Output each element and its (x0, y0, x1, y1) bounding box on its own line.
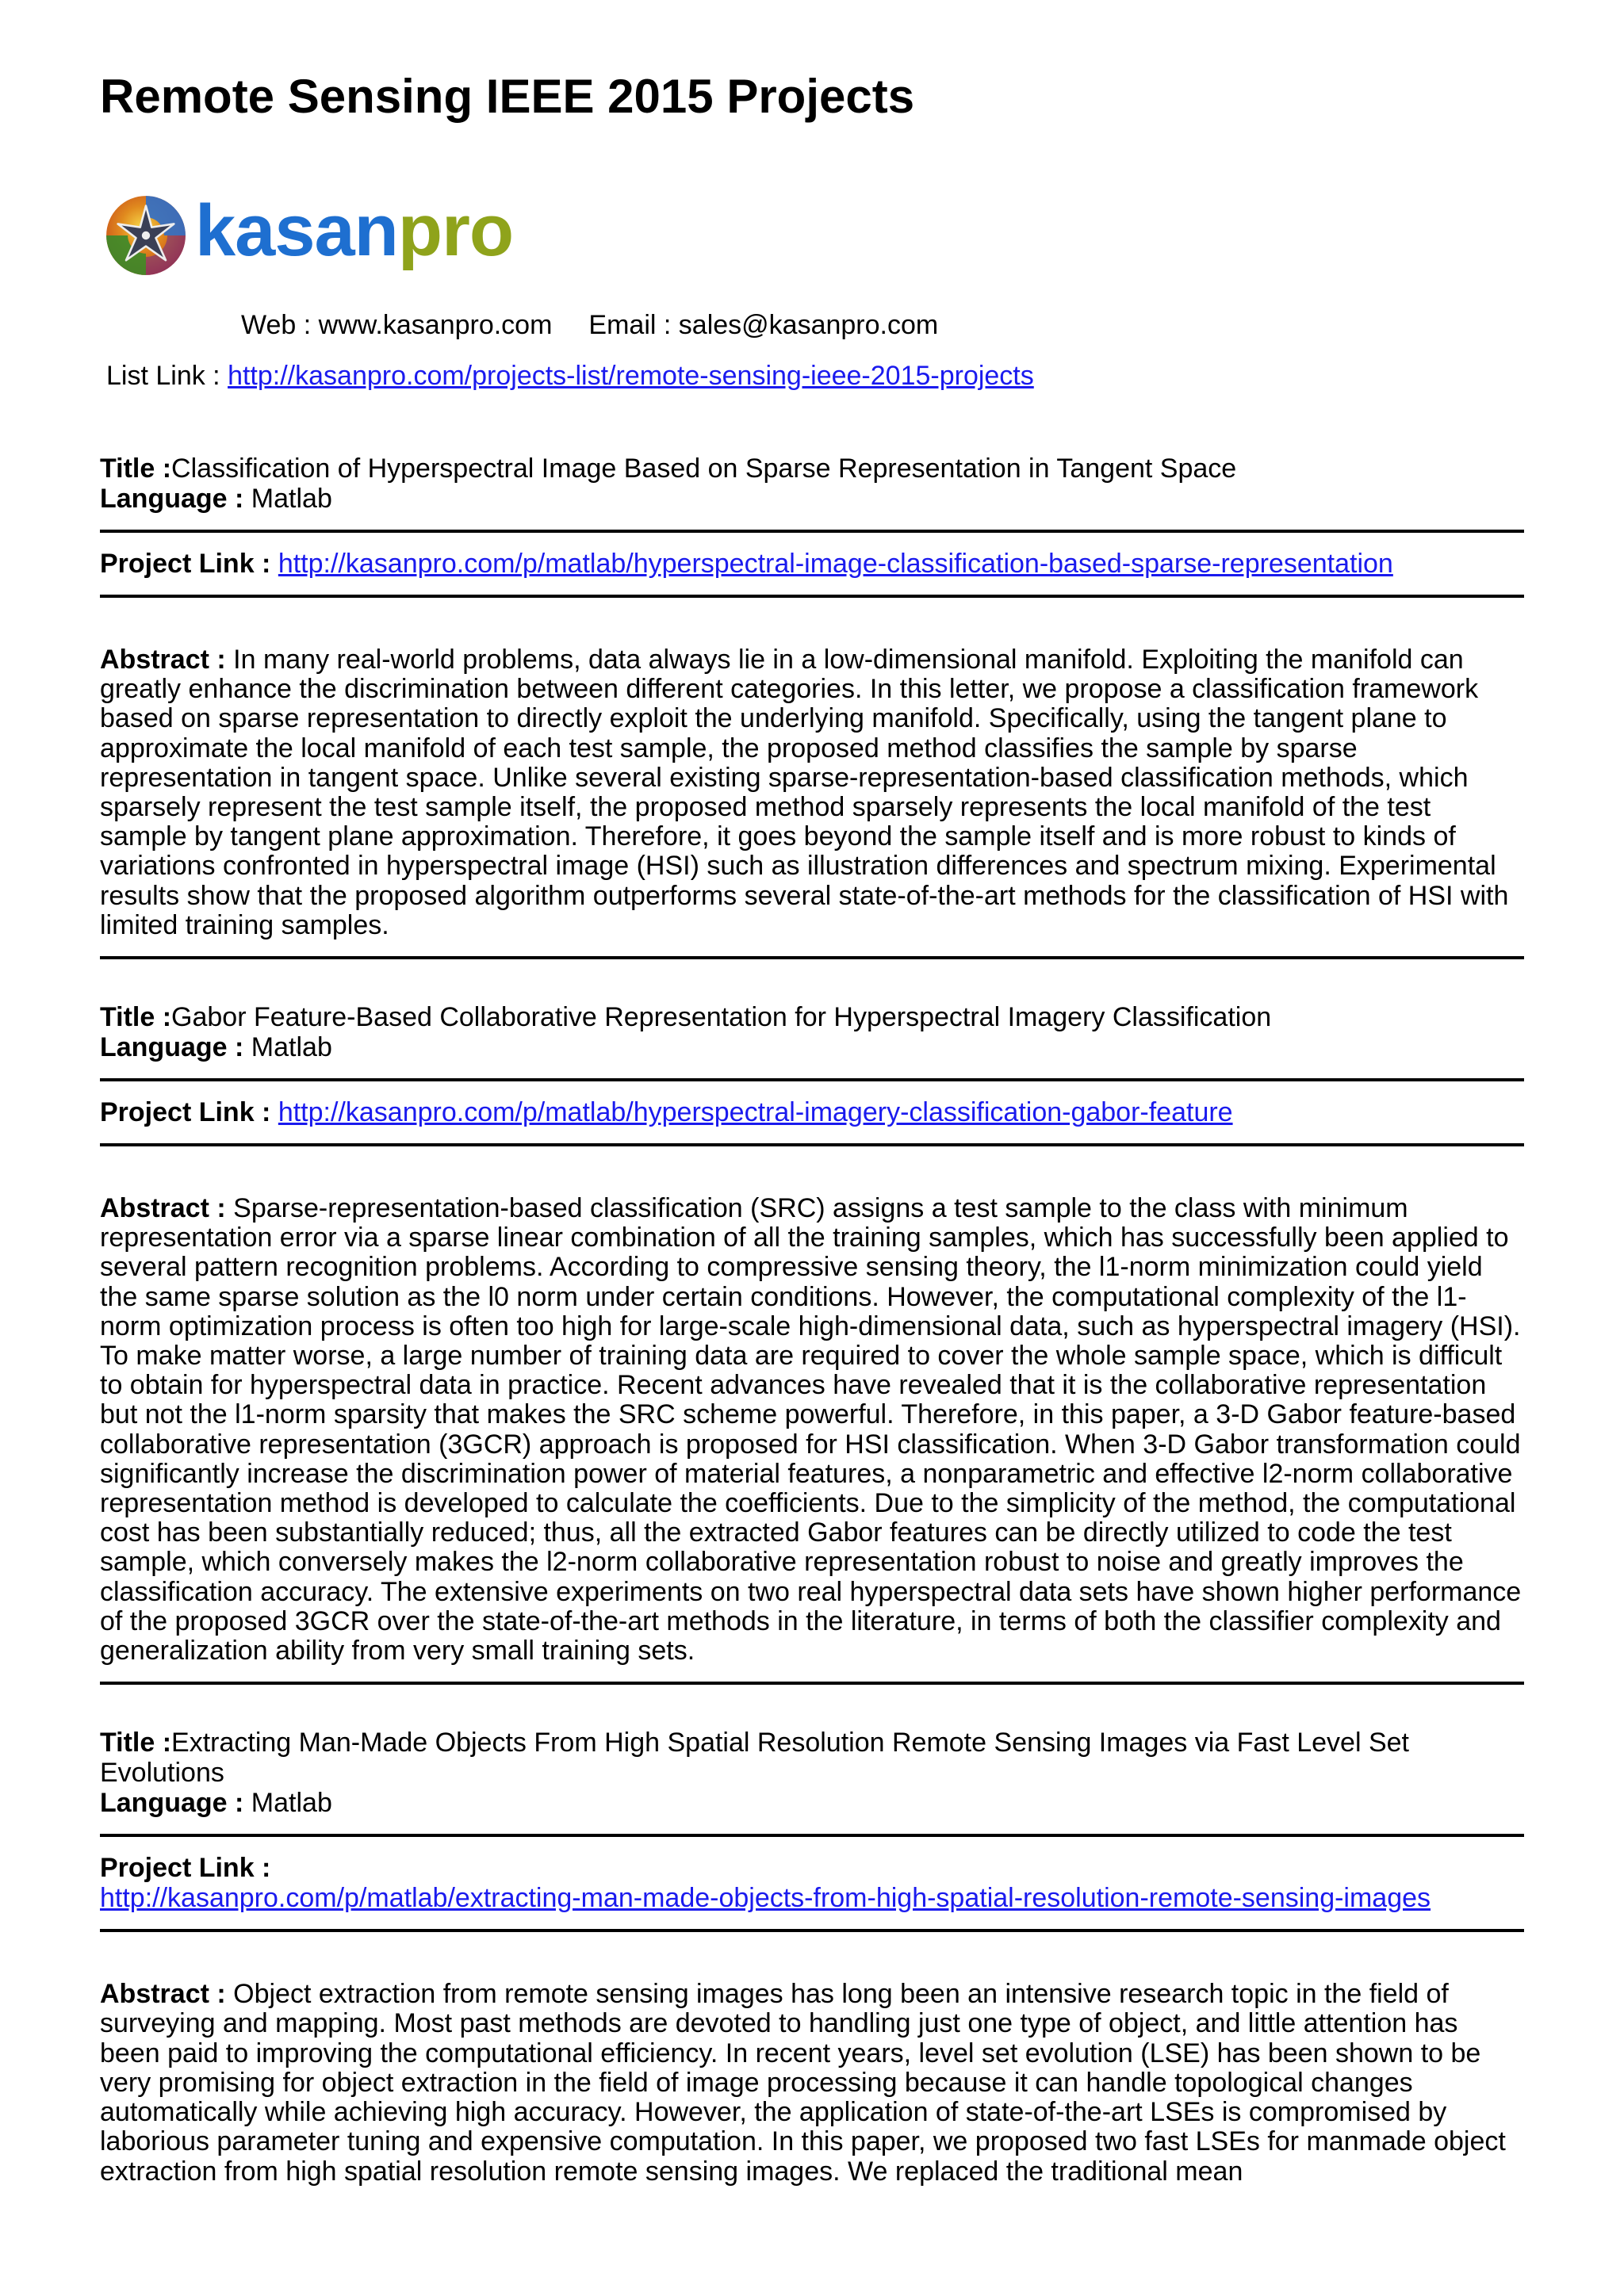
web-address: www.kasanpro.com (318, 310, 553, 340)
project-language: Matlab (251, 1788, 332, 1819)
divider (100, 595, 1524, 598)
project-link[interactable]: http://kasanpro.com/p/matlab/hyperspectral-imagery-classification-gabor-feature (278, 1097, 1233, 1128)
logo-text-pro: pro (397, 190, 514, 271)
list-link-line (106, 358, 1034, 393)
project-link[interactable]: http://kasanpro.com/p/matlab/hyperspectral-image-classification-based-sparse-representation (278, 549, 1393, 579)
project-meta (100, 1002, 1524, 1062)
project-entry (100, 453, 1524, 959)
project-link-line (100, 549, 1524, 579)
abstract-text: Sparse-representation-based classification (SRC) assigns a test sample to the class with minimum representation error via a sparse linear combination of all the training samples, which has successfully been applied to several pattern recognition problems. According to compressive sensing theory, the l1-norm minimization could yield the same sparse solution as the l0 norm under certain conditions. However, the computational complexity of the l1-norm optimization process is often too high for large-scale high-dimensional data, such as hyperspectral imagery (HSI). To make matter worse, a large number of training data are required to cover the whole sample space, which is difficult to obtain for hyperspectral data in practice. Recent advances have revealed that it is the collaborative representation but not the l1-norm sparsity that makes the SRC scheme powerful. Therefore, in this paper, a 3-D Gabor feature-based collaborative representation (3GCR) approach is proposed for HSI classification. When 3-D Gabor transformation could significantly increase the discrimination power of material features, a nonparametric and effective l2-norm collaborative representation method is developed to calculate the coefficients. Due to the simplicity of the method, the computational cost has been substantially reduced; thus, all the extracted Gabor features can be directly utilized to code the test sample, which conversely makes the l2-norm collaborative representation robust to noise and greatly improves the classification accuracy. The extensive experiments on two real hyperspectral data sets have shown higher performance of the proposed 3GCR over the state-of-the-art methods in the literature, in terms of both the classifier complexity and generalization ability from very small training sets. (100, 1193, 1522, 1667)
project-meta (100, 1728, 1524, 1818)
abstract-label: Abstract : (100, 1193, 234, 1224)
document-title: Remote Sensing IEEE 2015 Projects (100, 70, 915, 123)
abstract-label: Abstract : (100, 645, 234, 675)
project-link-line (100, 1853, 1524, 1913)
project-list (100, 453, 1524, 2187)
project-meta (100, 453, 1524, 514)
abstract-text: Object extraction from remote sensing images has long been an intensive research topic in the field of surveying and mapping. Most past methods are devoted to handling just one type of object, and little attention has been paid to improving the computational efficiency. In recent years, level set evolution (LSE) has been shown to be very promising for object extraction in the field of image processing because it can handle topological changes automatically while achieving high accuracy. However, the application of state-of-the-art LSEs is compromised by laborious parameter tuning and expensive computation. In this paper, we proposed two fast LSEs for manmade object extraction from high spatial resolution remote sensing images. We replaced the traditional mean (100, 1979, 1506, 2187)
abstract-text: In many real-world problems, data always lie in a low-dimensional manifold. Exploiting the manifold can greatly enhance the discrimination between different categories. In this letter, we propose a classification framework based on sparse representation to directly exploit the underlying manifold. Specifically, using the tangent plane to approximate the local manifold of each test sample, the proposed method classifies the sample by sparse representation in tangent space. Unlike several existing sparse-representation-based classification methods, which sparsely represent the test sample itself, the proposed method sparsely represents the local manifold of the test sample by tangent plane approximation. Therefore, it goes beyond the sample itself and is more robust to kinds of variations confronted in hyperspectral image (HSI) such as illustration differences and spectrum mixing. Experimental results show that the proposed algorithm outperforms several state-of-the-art methods for the classification of HSI with limited training samples. (100, 645, 1509, 940)
divider (100, 1143, 1524, 1146)
title-label: Title : (100, 453, 172, 484)
divider (100, 1682, 1524, 1685)
divider (100, 1078, 1524, 1081)
divider (100, 1834, 1524, 1837)
language-label: Language : (100, 484, 251, 514)
project-title: Extracting Man-Made Objects From High Spatial Resolution Remote Sensing Images via Fast Level Set Evolutions (100, 1728, 1409, 1789)
abstract-label: Abstract : (100, 1979, 234, 2010)
project-link[interactable]: http://kasanpro.com/p/matlab/extracting-man-made-objects-from-high-spatial-resolution-remote-sensing-images (100, 1883, 1431, 1914)
logo-text-kasan: kasan (195, 190, 398, 271)
kasanpro-wordmark (195, 189, 513, 272)
project-title: Gabor Feature-Based Collaborative Representation for Hyperspectral Imagery Classification (171, 1002, 1272, 1033)
project-link-line (100, 1097, 1524, 1127)
contact-line (241, 308, 938, 342)
kasanpro-star-logo-icon (105, 194, 187, 277)
list-link-label: List Link : (106, 361, 228, 391)
project-link-label: Project Link : (100, 1853, 271, 1884)
project-language: Matlab (251, 1032, 332, 1063)
title-label: Title : (100, 1002, 172, 1033)
project-abstract (100, 645, 1524, 940)
email-address: sales@kasanpro.com (678, 310, 939, 340)
language-label: Language : (100, 1032, 251, 1063)
project-entry (100, 1002, 1524, 1685)
title-label: Title : (100, 1728, 172, 1758)
email-label: Email : (588, 310, 679, 340)
project-title: Classification of Hyperspectral Image Based on Sparse Representation in Tangent Space (171, 453, 1237, 484)
project-language: Matlab (251, 484, 332, 514)
divider (100, 956, 1524, 959)
list-link[interactable]: http://kasanpro.com/projects-list/remote-sensing-ieee-2015-projects (228, 361, 1034, 391)
project-entry (100, 1728, 1524, 2186)
kasanpro-logo[interactable] (105, 192, 513, 279)
project-link-label: Project Link : (100, 549, 278, 579)
divider (100, 1929, 1524, 1932)
project-abstract (100, 1194, 1524, 1666)
language-label: Language : (100, 1788, 251, 1819)
project-abstract (100, 1980, 1524, 2186)
divider (100, 530, 1524, 533)
web-label: Web : (241, 310, 319, 340)
project-link-label: Project Link : (100, 1097, 278, 1128)
